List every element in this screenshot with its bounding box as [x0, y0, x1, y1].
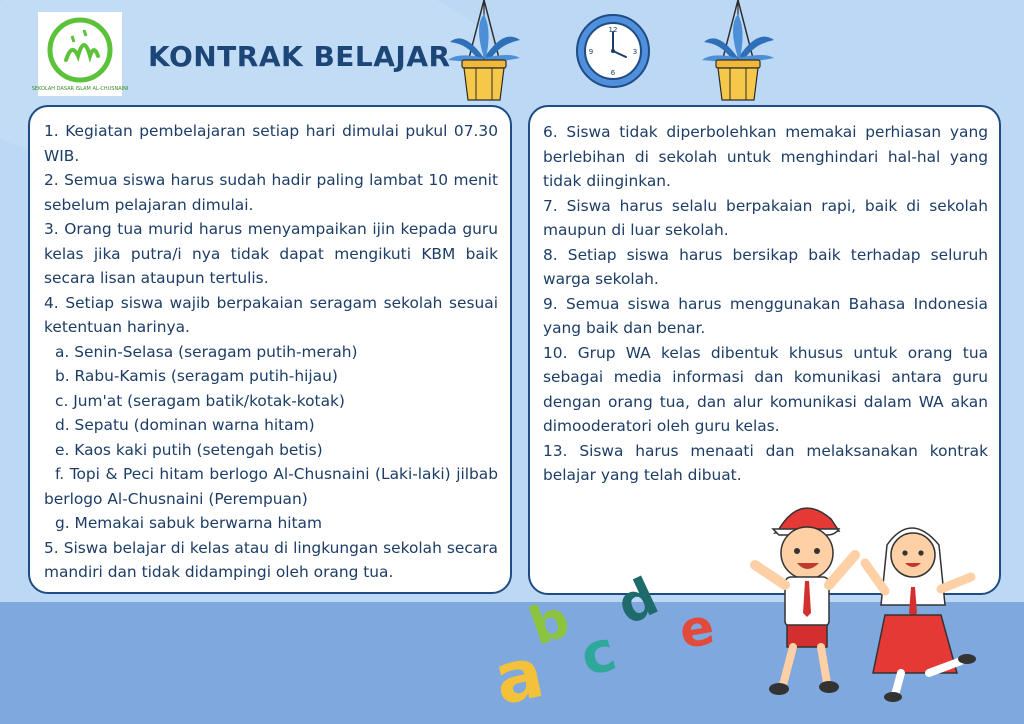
- letter-a: a: [487, 631, 551, 722]
- letter-b: b: [521, 588, 578, 658]
- uniform-subitem: b. Rabu-Kamis (seragam putih-hijau): [55, 367, 338, 385]
- clock-numeral-3: 3: [632, 48, 638, 56]
- girl-student-icon: [865, 528, 976, 702]
- rule-item: 1. Kegiatan pembelajaran setiap hari dimulai pukul 07.30 WIB.: [44, 122, 498, 165]
- clock-numeral-6: 6: [610, 69, 616, 77]
- rule-item: 7. Siswa harus selalu berpakaian rapi, baik di sekolah maupun di luar sekolah.: [543, 196, 988, 239]
- uniform-subitem: c. Jum'at (seragam batik/kotak-kotak): [55, 391, 345, 410]
- uniform-subitem: g. Memakai sabuk berwarna hitam: [55, 514, 322, 532]
- uniform-subitem: f. Topi & Peci hitam berlogo Al-Chusnaini (Laki-laki) jilbab berlogo Al-Chusnaini (Perempuan): [44, 465, 498, 508]
- clock-numeral-9: 9: [588, 48, 594, 56]
- alphabet-letters-decoration: [487, 560, 730, 722]
- rule-item: 8. Setiap siswa harus bersikap baik terhadap seluruh warga sekolah.: [543, 245, 988, 288]
- letter-d: d: [608, 566, 668, 638]
- rule-item: 3. Orang tua murid harus menyampaikan ijin kepada guru kelas jika putra/i nya tidak dapat mengikuti KBM baik secara lisan ataupun tertulis.: [44, 220, 498, 287]
- rule-item: 10. Grup WA kelas dibentuk khusus untuk orang tua sebagai media informasi dan komunikasi antara guru dengan orang tua, dan alur komunikasi dalam WA akan dimooderatori oleh guru kelas.: [543, 343, 988, 435]
- rule-item: 9. Semua siswa harus menggunakan Bahasa Indonesia yang baik dan benar.: [543, 294, 988, 337]
- rule-item: 13. Siswa harus menaati dan melaksanakan kontrak belajar yang telah dibuat.: [543, 441, 988, 484]
- rule-item: 2. Semua siswa harus sudah hadir paling lambat 10 menit sebelum pelajaran dimulai.: [44, 171, 498, 214]
- rules-card-left: [28, 105, 512, 594]
- rule-item: 4. Setiap siswa wajib berpakaian seragam sekolah sesuai ketentuan harinya.: [44, 293, 498, 336]
- letter-e: e: [675, 597, 719, 661]
- rule-item: 6. Siswa tidak diperbolehkan memakai perhiasan yang berlebihan di sekolah untuk menghindari hal-hal yang tidak diinginkan.: [543, 123, 988, 190]
- letter-c: c: [573, 618, 623, 690]
- wall-clock-icon: [574, 12, 652, 90]
- hanging-plant-right-icon: [698, 0, 778, 104]
- uniform-subitem: a. Senin-Selasa (seragam putih-merah): [55, 342, 358, 361]
- page-title: KONTRAK BELAJAR: [148, 40, 451, 73]
- clock-numeral-12: 12: [608, 26, 618, 34]
- boy-student-icon: [755, 508, 855, 695]
- uniform-subitem: d. Sepatu (dominan warna hitam): [55, 416, 315, 434]
- students-illustration: [735, 495, 995, 705]
- school-logo: [31, 12, 129, 96]
- logo-caption: SEKOLAH DASAR ISLAM AL-CHUSNAINI: [31, 86, 129, 92]
- uniform-subitem: e. Kaos kaki putih (setengah betis): [55, 440, 323, 459]
- hanging-plant-left-icon: [444, 0, 524, 104]
- rule-item: 5. Siswa belajar di kelas atau di lingkungan sekolah secara mandiri dan tidak didampingi oleh orang tua.: [44, 538, 498, 581]
